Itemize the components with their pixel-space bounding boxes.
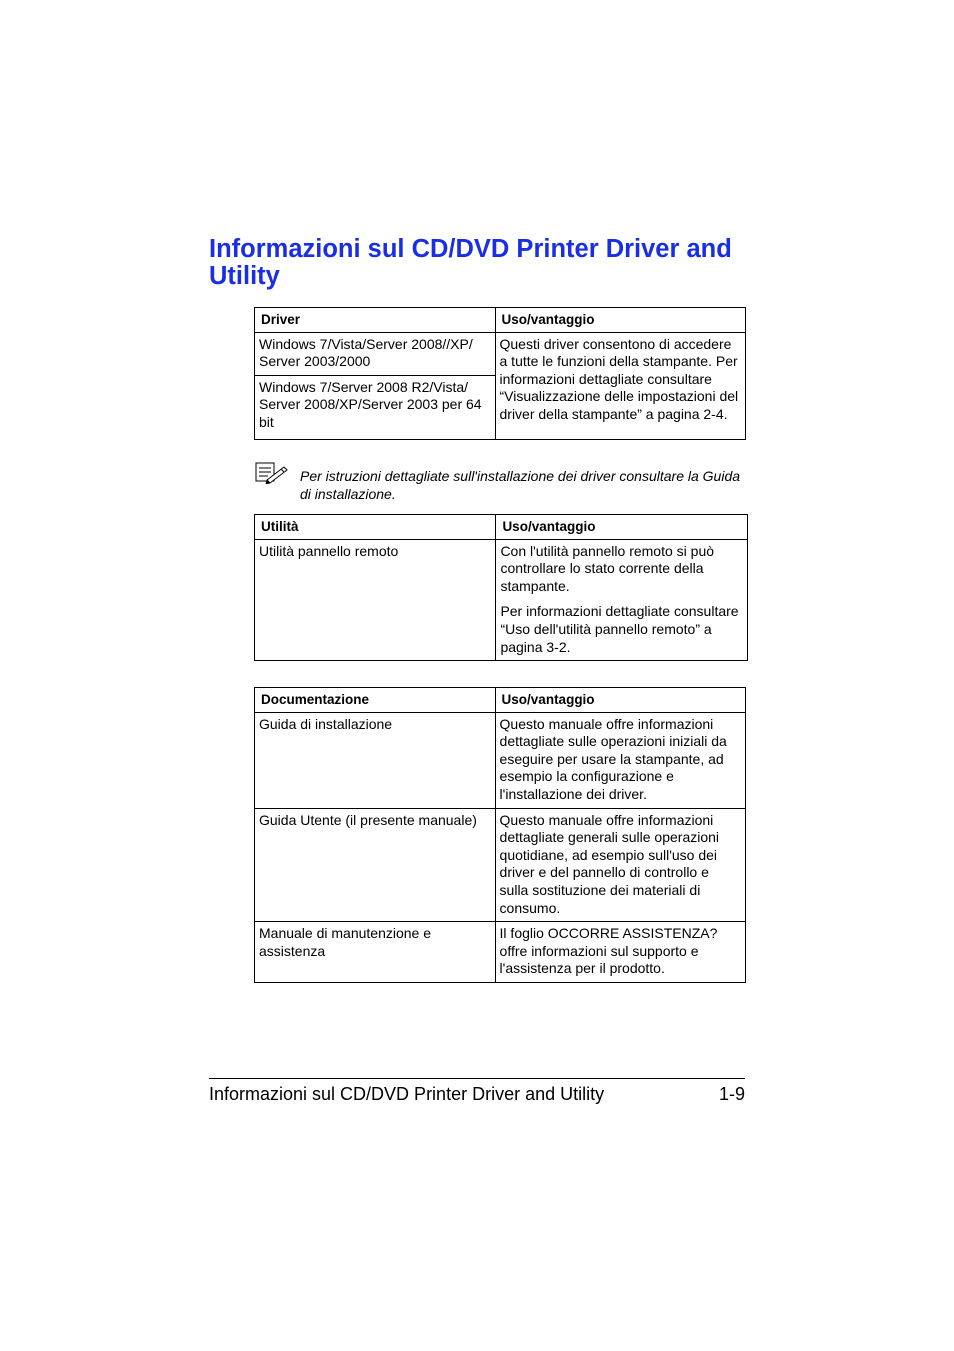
doc-usage-cell: Questo manuale offre informazioni dettagliate generali sulle operazioni quotidiane, ad esempio sull'uso dei driver e del pannello di controllo e sulla sostituzione dei materiali di consumo.	[495, 808, 745, 922]
page-number: 1-9	[718, 1084, 745, 1104]
note-text: Per istruzioni dettagliate sull'installazione dei driver consultare la Guida di installazione.	[300, 468, 741, 502]
table-header-row	[255, 688, 746, 713]
driver-usage-cell: Questi driver consentono di accedere a tutte le funzioni della stampante. Per informazioni dettagliate consultare “Visualizzazione delle impostazioni del driver della stampante” a pagina 2-4.	[495, 332, 746, 439]
table-row	[255, 922, 746, 983]
note-pencil-icon	[255, 462, 289, 484]
utility-usage-paragraph: Per informazioni dettagliate consultare “Uso dell'utilità pannello remoto” a pagina 3-2.	[500, 603, 739, 655]
footer-title: Informazioni sul CD/DVD Printer Driver and Utility	[209, 1084, 605, 1104]
table-row	[255, 712, 746, 808]
column-header-usage: Uso/vantaggio	[496, 515, 748, 540]
table-row	[255, 332, 746, 375]
column-header-usage: Uso/vantaggio	[495, 308, 746, 333]
driver-table	[254, 307, 746, 440]
doc-usage-cell: Il foglio OCCORRE ASSISTENZA? offre informazioni sul supporto e l'assistenza per il prodotto.	[495, 922, 745, 983]
table-header-row	[255, 308, 746, 333]
table-row	[255, 539, 748, 661]
table-header-row	[255, 515, 748, 540]
utility-usage-paragraph: Con l'utilità pannello remoto si può controllare lo stato corrente della stampante.	[500, 542, 715, 594]
page-title: Informazioni sul CD/DVD Printer Driver and Utility	[209, 235, 732, 290]
column-header-documentation: Documentazione	[255, 688, 496, 713]
table-row	[255, 808, 746, 922]
doc-name-cell: Guida Utente (il presente manuale)	[255, 808, 496, 922]
driver-name-cell: Windows 7/Server 2008 R2/Vista/ Server 2008/XP/Server 2003 per 64 bit	[255, 375, 496, 439]
driver-name-cell: Windows 7/Vista/Server 2008//XP/ Server 2003/2000	[255, 332, 496, 375]
column-header-usage: Uso/vantaggio	[495, 688, 745, 713]
utility-name-cell: Utilità pannello remoto	[255, 539, 496, 661]
utility-table	[254, 514, 748, 661]
doc-name-cell: Manuale di manutenzione e assistenza	[255, 922, 496, 983]
documentation-table	[254, 687, 746, 983]
doc-usage-cell: Questo manuale offre informazioni dettagliate sulle operazioni iniziali da eseguire per usare la stampante, ad esempio la configurazione e l'installazione dei driver.	[495, 712, 745, 808]
doc-name-cell: Guida di installazione	[255, 712, 496, 808]
column-header-driver: Driver	[255, 308, 496, 333]
column-header-utility: Utilità	[255, 515, 496, 540]
footer-divider	[209, 1078, 745, 1079]
utility-usage-cell	[496, 539, 748, 661]
